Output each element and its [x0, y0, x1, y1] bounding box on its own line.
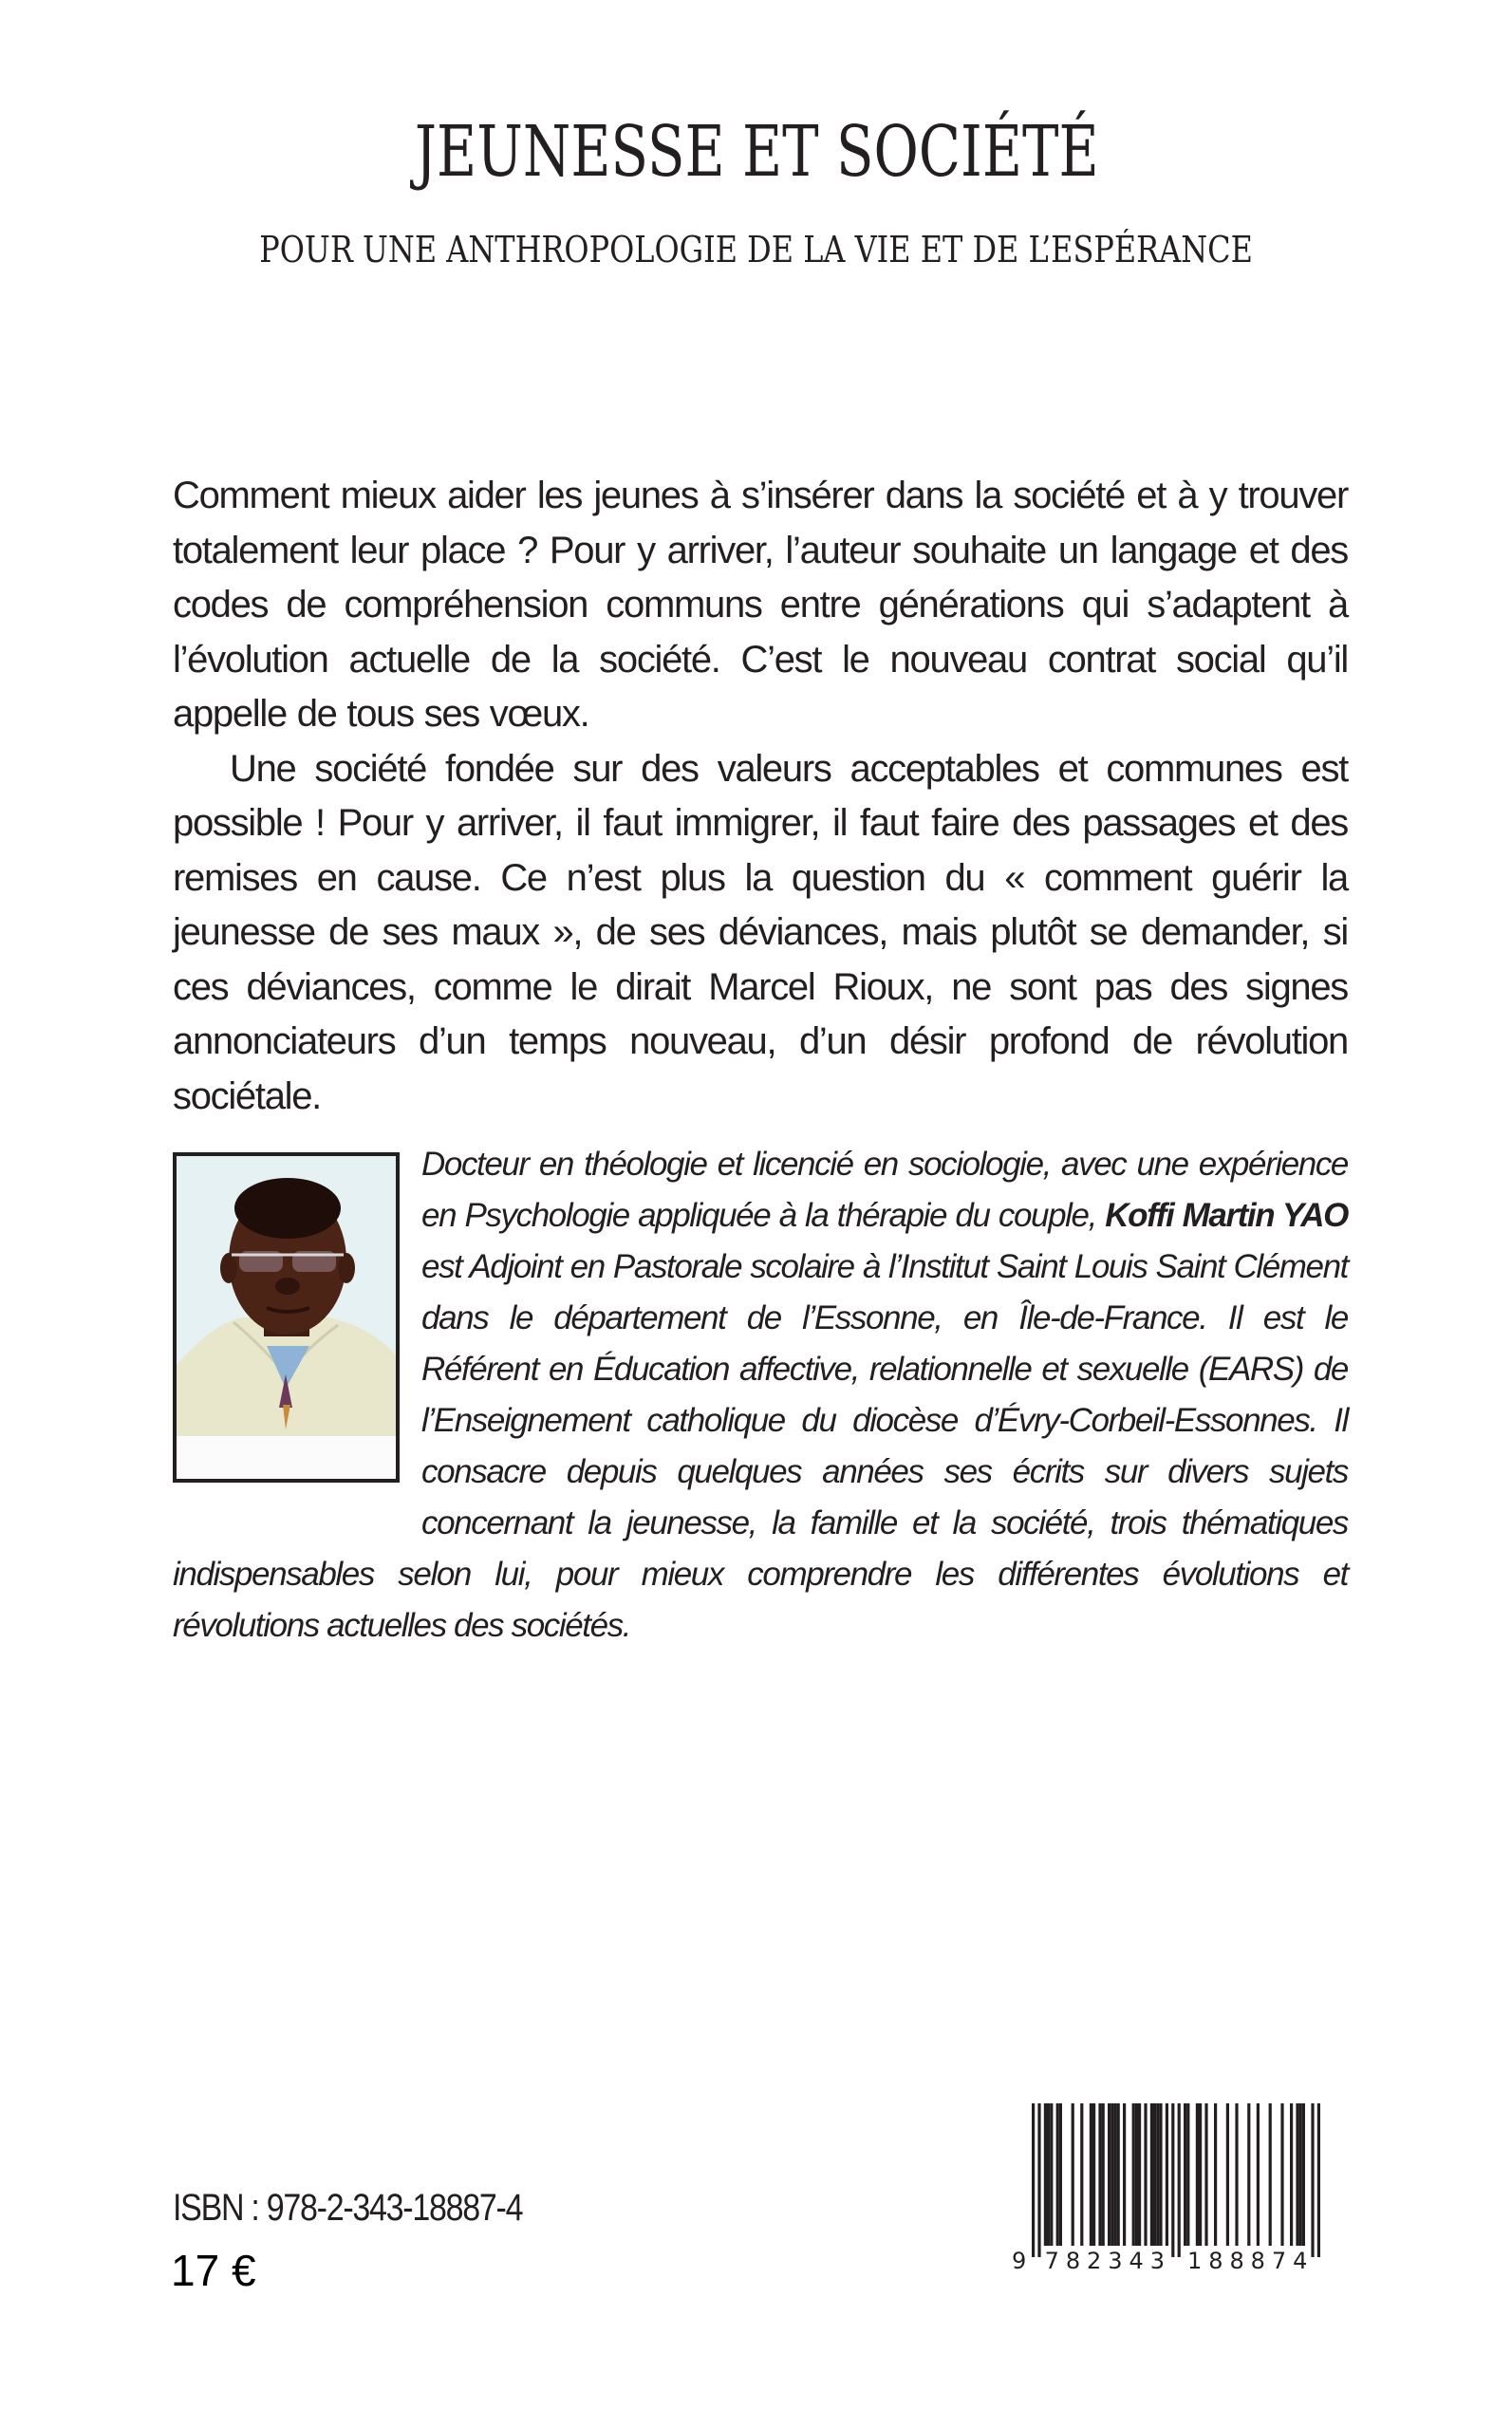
summary-paragraph-2: Une société fondée sur des valeurs acceptables et communes est possible ! Pour y arriver, il faut immigrer, il faut faire des passages et des remises en cause. Ce n’est plus la question du « comment guérir la jeunesse de ses maux », de ses déviances, mais plutôt se demander, si ces déviances, comme le dirait Marcel Rioux, ne sont pas des signes annonciateurs d’un temps nouveau, d’un désir profond de révolution sociétale. — [173, 747, 1348, 1117]
price-label: 17 € — [171, 2246, 256, 2295]
author-portrait-icon — [177, 1156, 396, 1479]
book-subtitle: POUR UNE ANTHROPOLOGIE DE LA VIE ET DE L’ESPÉRANCE — [259, 229, 1253, 271]
book-title: JEUNESSE ET SOCIÉTÉ — [414, 111, 1099, 193]
summary-paragraph-1: Comment mieux aider les jeunes à s’insérer dans la société et à y trouver totalement leur place ? Pour y arriver, l’auteur souhaite un langage et des codes de compréhension communs entre générations qui s’adaptent à l’évolution actuelle de la société. C’est le nouveau contrat social qu’il appelle de tous ses vœux. — [173, 475, 1348, 735]
author-name: Koffi Martin YAO — [1105, 1197, 1348, 1234]
bio-before: Docteur en théologie et licencié en sociologie, avec une expérience en Psychologie appliquée à la thérapie du couple, — [421, 1146, 1348, 1234]
isbn-label: ISBN : 978-2-343-18887-4 — [173, 2187, 523, 2229]
barcode-icon — [1006, 2100, 1334, 2275]
svg-text:188874: 188874 — [1187, 2248, 1308, 2274]
author-photo — [173, 1152, 400, 1483]
bio-after: est Adjoint en Pastorale scolaire à l’Institut Saint Louis Saint Clément dans le département de l’Essonne, en Île-de-France. Il est le Référent en Éducation affective, relationnelle et sexuelle (EARS) de l’Enseignement catholique du diocèse d’Évry-Corbeil-Essonnes. Il consacre depuis quelques années ses écrits sur divers sujets concernant la jeunesse, la famille et la société, trois thématiques indispensables selon lui, pour mieux comprendre les différentes évolutions et révolutions actuelles des sociétés. — [173, 1248, 1348, 1644]
svg-text:782343: 782343 — [1044, 2248, 1165, 2274]
summary-text — [173, 469, 1348, 1124]
svg-text:9: 9 — [1012, 2248, 1027, 2274]
barcode — [1006, 2100, 1334, 2275]
